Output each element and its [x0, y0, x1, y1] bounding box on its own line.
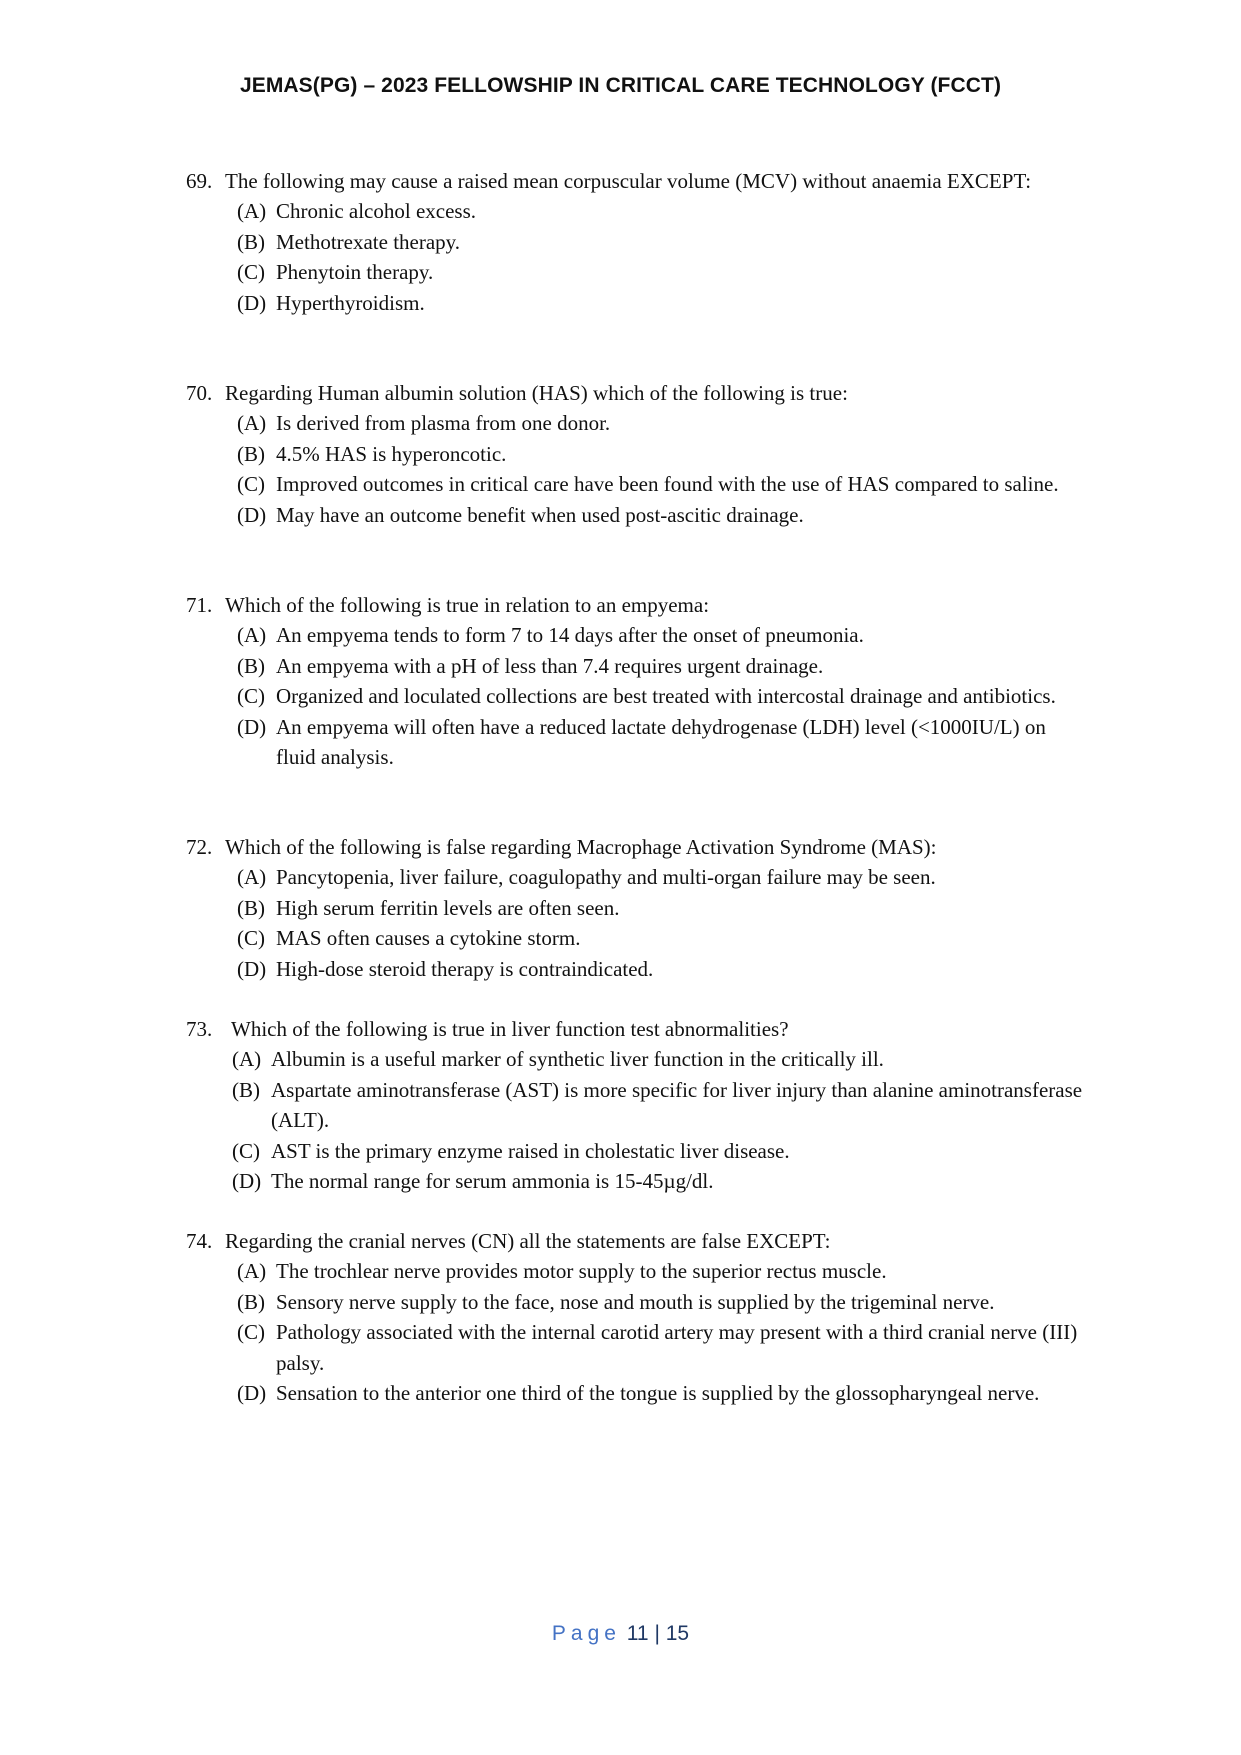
option-text: MAS often causes a cytokine storm.	[276, 926, 581, 951]
question-72	[186, 832, 1086, 984]
option-letter: (D)	[237, 714, 267, 739]
option-letter: (A)	[237, 411, 267, 436]
question-70	[186, 378, 1086, 530]
question-69	[186, 166, 1086, 318]
question-74	[186, 1226, 1086, 1408]
option-a	[186, 620, 1086, 650]
question-stem	[186, 1226, 1086, 1256]
option-text: 4.5% HAS is hyperoncotic.	[276, 441, 507, 466]
option-b	[186, 227, 1086, 257]
option-letter: (B)	[232, 1077, 260, 1102]
question-number: 73.	[186, 1017, 213, 1041]
question-number: 74.	[186, 1229, 213, 1253]
option-letter: (B)	[237, 1289, 265, 1314]
option-c	[186, 469, 1086, 499]
option-d	[186, 1166, 1086, 1196]
option-text: Aspartate aminotransferase (AST) is more specific for liver injury than alanine aminotransferase (ALT).	[271, 1077, 1083, 1133]
question-text: Regarding Human albumin solution (HAS) which of the following is true:	[225, 381, 848, 405]
option-letter: (A)	[232, 1047, 262, 1072]
option-d	[186, 954, 1086, 984]
option-c	[186, 923, 1086, 953]
option-text: Albumin is a useful marker of synthetic liver function in the critically ill.	[271, 1047, 884, 1072]
option-text: Pancytopenia, liver failure, coagulopathy and multi-organ failure may be seen.	[276, 865, 936, 890]
option-d	[186, 1378, 1086, 1408]
option-d	[186, 712, 1086, 773]
option-text: Improved outcomes in critical care have been found with the use of HAS compared to saline.	[276, 472, 1059, 497]
question-73	[186, 1014, 1086, 1196]
option-letter: (D)	[232, 1169, 262, 1194]
option-letter: (B)	[237, 441, 265, 466]
question-text: Which of the following is false regarding Macrophage Activation Syndrome (MAS):	[225, 835, 937, 859]
option-c	[186, 1317, 1086, 1378]
option-b	[186, 1287, 1086, 1317]
option-b	[186, 651, 1086, 681]
option-c	[186, 681, 1086, 711]
option-text: Hyperthyroidism.	[276, 290, 425, 315]
page-separator: |	[654, 1622, 660, 1645]
option-text: Methotrexate therapy.	[276, 229, 461, 254]
option-a	[186, 408, 1086, 438]
page-footer	[0, 1622, 1241, 1646]
question-stem	[186, 166, 1086, 196]
option-text: Chronic alcohol excess.	[276, 199, 477, 224]
option-b	[186, 893, 1086, 923]
question-number: 69.	[186, 169, 213, 193]
option-text: Organized and loculated collections are best treated with intercostal drainage and antibiotics.	[276, 684, 1056, 709]
total-pages: 15	[665, 1622, 690, 1645]
option-text: Sensation to the anterior one third of the tongue is supplied by the glossopharyngeal nerve.	[276, 1381, 1040, 1406]
question-number: 71.	[186, 593, 213, 617]
option-letter: (C)	[237, 684, 265, 709]
option-letter: (C)	[237, 926, 265, 951]
option-text: Is derived from plasma from one donor.	[276, 411, 611, 436]
option-letter: (B)	[237, 229, 265, 254]
option-letter: (A)	[237, 199, 267, 224]
question-text: The following may cause a raised mean corpuscular volume (MCV) without anaemia EXCEPT:	[225, 169, 1032, 193]
option-letter: (A)	[237, 1259, 267, 1284]
option-c	[186, 257, 1086, 287]
option-text: May have an outcome benefit when used post-ascitic drainage.	[276, 502, 804, 527]
option-a	[186, 862, 1086, 892]
question-text: Which of the following is true in liver function test abnormalities?	[231, 1017, 789, 1041]
question-stem	[186, 1014, 1086, 1044]
option-letter: (B)	[237, 895, 265, 920]
option-text: Phenytoin therapy.	[276, 260, 434, 285]
option-text: AST is the primary enzyme raised in cholestatic liver disease.	[271, 1138, 790, 1163]
option-text: The normal range for serum ammonia is 15-45µg/dl.	[271, 1169, 714, 1194]
question-stem	[186, 832, 1086, 862]
option-letter: (A)	[237, 865, 267, 890]
option-letter: (D)	[237, 1381, 267, 1406]
option-a	[186, 1256, 1086, 1286]
option-text: The trochlear nerve provides motor supply to the superior rectus muscle.	[276, 1259, 887, 1284]
option-letter: (C)	[237, 260, 265, 285]
option-a	[186, 196, 1086, 226]
option-c	[186, 1136, 1086, 1166]
option-d	[186, 500, 1086, 530]
option-letter: (D)	[237, 290, 267, 315]
question-text: Which of the following is true in relation to an empyema:	[225, 593, 710, 617]
question-number: 70.	[186, 381, 213, 405]
option-text: High serum ferritin levels are often seen.	[276, 895, 620, 920]
option-b	[186, 439, 1086, 469]
option-a	[186, 1044, 1086, 1074]
option-letter: (C)	[237, 472, 265, 497]
option-text: An empyema with a pH of less than 7.4 requires urgent drainage.	[276, 653, 824, 678]
option-text: Pathology associated with the internal carotid artery may present with a third cranial nerve (III) palsy.	[276, 1320, 1078, 1375]
page-header-title: JEMAS(PG) – 2023 FELLOWSHIP IN CRITICAL CARE TECHNOLOGY (FCCT)	[239, 74, 1002, 97]
question-stem	[186, 378, 1086, 408]
option-letter: (B)	[237, 653, 265, 678]
option-text: An empyema will often have a reduced lactate dehydrogenase (LDH) level (<1000IU/L) on fluid analysis.	[276, 714, 1046, 770]
question-stem	[186, 590, 1086, 620]
option-letter: (D)	[237, 956, 267, 981]
option-letter: (A)	[237, 623, 267, 648]
question-text: Regarding the cranial nerves (CN) all the statements are false EXCEPT:	[225, 1229, 831, 1253]
option-letter: (C)	[237, 1320, 265, 1345]
option-d	[186, 288, 1086, 318]
page-label: Page	[551, 1622, 621, 1645]
option-b	[186, 1075, 1086, 1136]
question-number: 72.	[186, 835, 213, 859]
option-text: Sensory nerve supply to the face, nose and mouth is supplied by the trigeminal nerve.	[276, 1289, 995, 1314]
current-page: 11	[626, 1622, 649, 1645]
option-letter: (D)	[237, 502, 267, 527]
option-text: An empyema tends to form 7 to 14 days after the onset of pneumonia.	[276, 623, 864, 648]
option-text: High-dose steroid therapy is contraindicated.	[276, 956, 654, 981]
option-letter: (C)	[232, 1138, 260, 1163]
question-71	[186, 590, 1086, 772]
